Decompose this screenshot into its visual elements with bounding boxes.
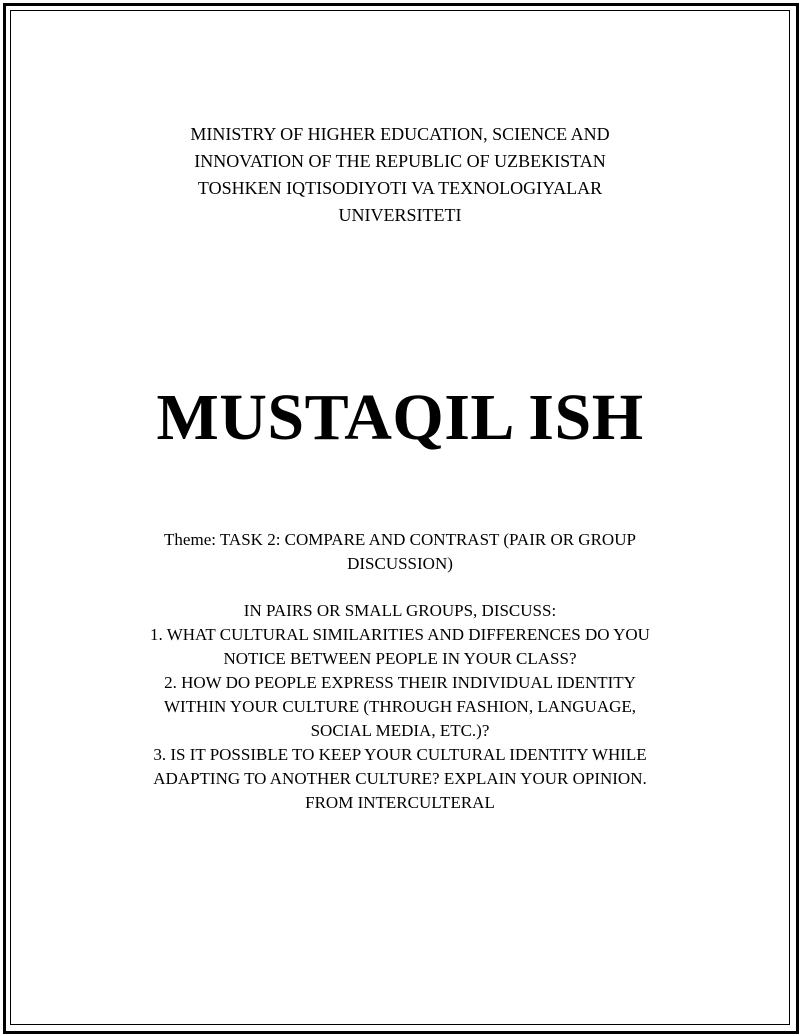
document-title: MUSTAQIL ISH bbox=[156, 381, 644, 454]
task-line: 3. IS IT POSSIBLE TO KEEP YOUR CULTURAL IDENTITY WHILE bbox=[153, 745, 647, 764]
institution-header bbox=[0, 121, 800, 229]
theme-block bbox=[0, 528, 800, 576]
task-line: 2. HOW DO PEOPLE EXPRESS THEIR INDIVIDUAL IDENTITY bbox=[164, 673, 636, 692]
task-line: NOTICE BETWEEN PEOPLE IN YOUR CLASS? bbox=[223, 649, 577, 668]
theme-line: DISCUSSION) bbox=[347, 554, 453, 573]
task-line: FROM INTERCULTERAL bbox=[305, 793, 495, 812]
header-line: UNIVERSITETI bbox=[338, 205, 462, 225]
task-line: SOCIAL MEDIA, ETC.)? bbox=[310, 721, 490, 740]
header-line: TOSHKEN IQTISODIYOTI VA TEXNOLOGIYALAR bbox=[197, 178, 603, 198]
theme-line: Theme: TASK 2: COMPARE AND CONTRAST (PAIR OR GROUP bbox=[164, 530, 636, 549]
task-block bbox=[0, 599, 800, 815]
task-line: 1. WHAT CULTURAL SIMILARITIES AND DIFFERENCES DO YOU bbox=[150, 625, 650, 644]
task-line: WITHIN YOUR CULTURE (THROUGH FASHION, LANGUAGE, bbox=[163, 697, 637, 716]
header-line: MINISTRY OF HIGHER EDUCATION, SCIENCE AND bbox=[190, 124, 610, 144]
task-line: ADAPTING TO ANOTHER CULTURE? EXPLAIN YOUR OPINION. bbox=[153, 769, 647, 788]
task-line: IN PAIRS OR SMALL GROUPS, DISCUSS: bbox=[243, 601, 557, 620]
header-line: INNOVATION OF THE REPUBLIC OF UZBEKISTAN bbox=[194, 151, 606, 171]
